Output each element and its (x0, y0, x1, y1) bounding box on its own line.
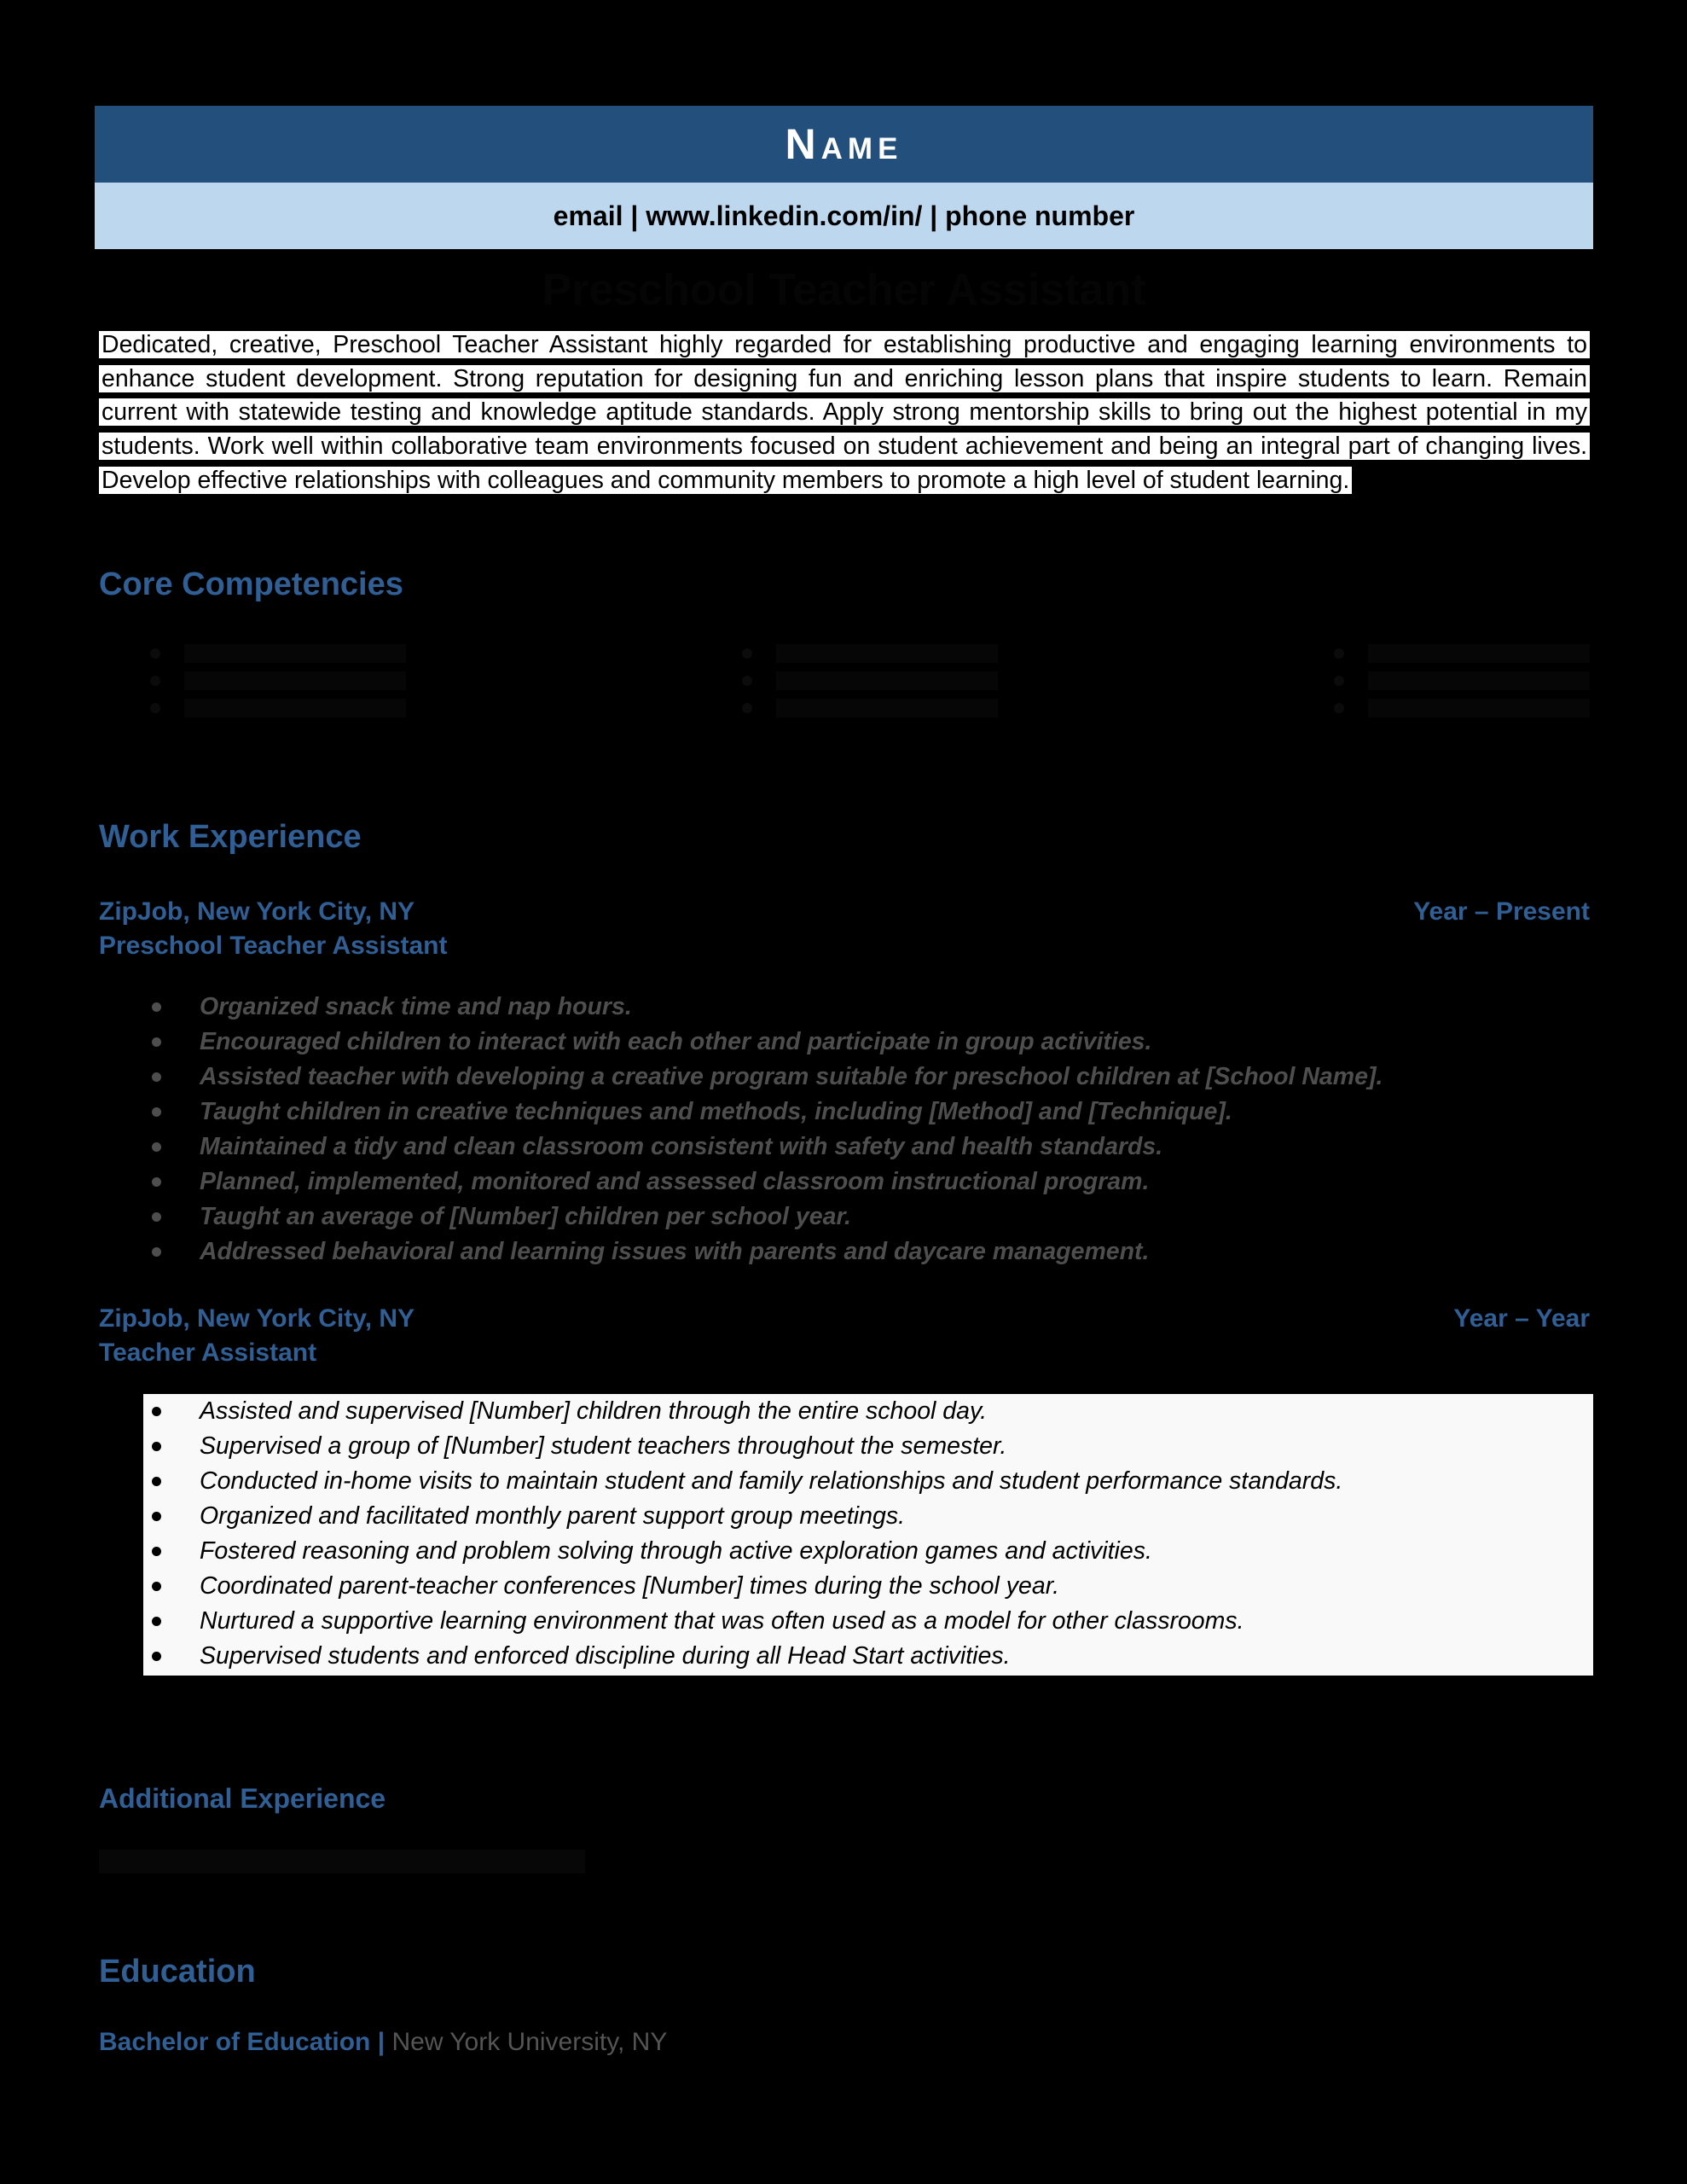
list-item: Assisted teacher with developing a creative program suitable for preschool children at [School Name]. (143, 1060, 1383, 1095)
list-item: Nurtured a supportive learning environment that was often used as a model for other classrooms. (143, 1604, 1342, 1639)
list-item: Organized snack time and nap hours. (143, 990, 1383, 1025)
degree: Bachelor of Education (99, 2028, 371, 2056)
list-item: Organized and facilitated monthly parent support group meetings. (143, 1499, 1342, 1534)
list-item: Planned, implemented, monitored and assessed classroom instructional program. (143, 1165, 1383, 1199)
name-banner (95, 106, 1593, 183)
competency-item (150, 671, 406, 690)
list-item: Fostered reasoning and problem solving through active exploration games and activities. (143, 1534, 1342, 1569)
education-heading: Education (99, 1954, 256, 1989)
work-experience-heading: Work Experience (99, 819, 362, 855)
list-item: Assisted and supervised [Number] children through the entire school day. (143, 1394, 1342, 1429)
list-item: Coordinated parent-teacher conferences [Number] times during the school year. (143, 1569, 1342, 1604)
candidate-name: Name (785, 120, 903, 168)
competency-item (150, 699, 406, 717)
competency-item (742, 671, 998, 690)
additional-experience-heading: Additional Experience (99, 1783, 386, 1814)
separator: | (377, 2028, 386, 2056)
competency-item (1334, 644, 1590, 663)
competency-item (150, 644, 406, 663)
job-role: Preschool Teacher Assistant (99, 932, 448, 960)
education-entry (99, 2028, 667, 2057)
list-item: Taught an average of [Number] children per school year. (143, 1199, 1383, 1234)
competency-item (742, 699, 998, 717)
list-item: Supervised a group of [Number] student teachers throughout the semester. (143, 1429, 1342, 1464)
summary-text: Dedicated, creative, Preschool Teacher Assistant highly regarded for establishing productive and engaging learning environments to enhance student development. Strong reputation for designing fun and enriching lesson plans that inspire students to learn. Remain current with statewide testing and knowledge aptitude standards. Apply strong mentorship skills to bring out the highest potential in my students. Work well within collaborative team environments focused on student achievement and being an integral part of changing lives. Develop effective relationships with colleagues and community members to promote a high level of student learning. (99, 331, 1590, 494)
job-role: Teacher Assistant (99, 1339, 317, 1367)
competencies-column (691, 644, 998, 755)
list-item: Maintained a tidy and clean classroom consistent with safety and health standards. (143, 1130, 1383, 1165)
summary-paragraph (99, 328, 1590, 498)
resume-title: Preschool Teacher Assistant (542, 265, 1146, 315)
school: New York University, NY (391, 2028, 668, 2056)
job-company: ZipJob, New York City, NY (99, 1304, 415, 1333)
job-bullets (143, 1394, 1342, 1674)
list-item: Encouraged children to interact with each other and participate in group activities. (143, 1025, 1383, 1060)
core-competencies-heading: Core Competencies (99, 566, 403, 602)
list-item: Addressed behavioral and learning issues with parents and daycare management. (143, 1234, 1383, 1269)
competency-item (1334, 671, 1590, 690)
competencies-grid (99, 644, 1590, 755)
job-dates: Year – Year (1453, 1304, 1590, 1333)
contact-line: email | www.linkedin.com/in/ | phone number (553, 200, 1135, 231)
list-item: Taught children in creative techniques and methods, including [Method] and [Technique]. (143, 1095, 1383, 1130)
job-header (99, 1304, 1590, 1333)
competency-item (1334, 699, 1590, 717)
contact-banner (95, 183, 1593, 249)
job-header (99, 897, 1590, 926)
job-dates: Year – Present (1413, 897, 1590, 926)
competencies-column (1283, 644, 1590, 755)
additional-experience-line (99, 1850, 585, 1873)
list-item: Supervised students and enforced discipline during all Head Start activities. (143, 1639, 1342, 1674)
list-item: Conducted in-home visits to maintain student and family relationships and student performance standards. (143, 1464, 1342, 1499)
competency-item (742, 644, 998, 663)
job-company: ZipJob, New York City, NY (99, 897, 415, 926)
competencies-column (99, 644, 406, 755)
job-bullets (143, 990, 1383, 1269)
